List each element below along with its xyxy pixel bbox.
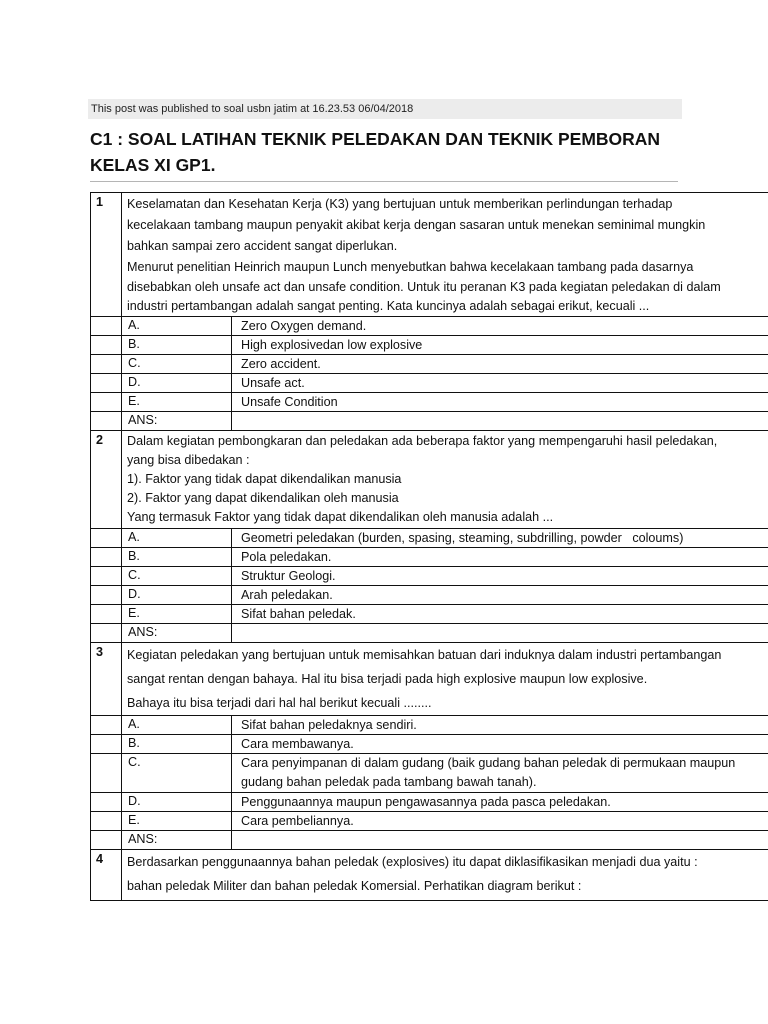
question-row xyxy=(91,193,768,317)
option-row xyxy=(91,793,768,812)
question-text xyxy=(122,431,768,529)
question-number: 2 xyxy=(91,431,122,529)
question-line: bahkan sampai zero accident sangat diperlukan. xyxy=(127,239,398,253)
question-line: Yang termasuk Faktor yang tidak dapat dikendalikan oleh manusia adalah ... xyxy=(127,510,554,524)
option-text: Pola peledakan. xyxy=(232,548,768,567)
option-label: E. xyxy=(122,812,232,831)
option-label: C. xyxy=(122,567,232,586)
question-table xyxy=(90,192,768,901)
option-label: E. xyxy=(122,393,232,412)
question-line: Menurut penelitian Heinrich maupun Lunch menyebutkan bahwa kecelakaan tambang pada dasarnya xyxy=(127,260,694,274)
question-line: disebabkan oleh unsafe act dan unsafe condition. Untuk itu peranan K3 pada kegiatan peledakan di dalam xyxy=(127,280,721,294)
option-row xyxy=(91,529,768,548)
title-divider xyxy=(90,181,678,182)
option-text: Struktur Geologi. xyxy=(232,567,768,586)
option-row xyxy=(91,716,768,735)
option-text: Unsafe Condition xyxy=(232,393,768,412)
question-line: kecelakaan tambang maupun penyakit akibat kerja dengan sasaran untuk menekan seminimal mungkin xyxy=(127,218,706,232)
answer-row xyxy=(91,831,768,850)
option-row xyxy=(91,735,768,754)
option-text: Cara pembeliannya. xyxy=(232,812,768,831)
answer-field xyxy=(232,624,768,643)
option-label: D. xyxy=(122,793,232,812)
option-row xyxy=(91,754,768,793)
question-line: Berdasarkan penggunaannya bahan peledak (explosives) itu dapat diklasifikasikan menjadi dua yaitu : xyxy=(127,855,698,869)
title-line-1: C1 : SOAL LATIHAN TEKNIK PELEDAKAN DAN TEKNIK PEMBORAN xyxy=(90,129,661,149)
question-row xyxy=(91,431,768,529)
question-line: yang bisa dibedakan : xyxy=(127,453,250,467)
option-label: A. xyxy=(122,716,232,735)
option-row xyxy=(91,586,768,605)
option-label: C. xyxy=(122,355,232,374)
title-line-2: KELAS XI GP1. xyxy=(90,155,216,175)
post-info-text: This post was published to soal usbn jatim at 16.23.53 06/04/2018 xyxy=(91,103,414,115)
answer-label: ANS: xyxy=(122,412,232,431)
question-line: Kegiatan peledakan yang bertujuan untuk memisahkan batuan dari induknya dalam industri pertambangan xyxy=(127,648,722,662)
option-row xyxy=(91,374,768,393)
answer-label: ANS: xyxy=(122,831,232,850)
option-text: Geometri peledakan (burden, spasing, steaming, subdrilling, powder coloums) xyxy=(232,529,768,548)
option-text-line: Cara penyimpanan di dalam gudang (baik gudang bahan peledak di permukaan maupun xyxy=(241,756,736,770)
question-line: sangat rentan dengan bahaya. Hal itu bisa terjadi pada high explosive maupun low explosive. xyxy=(127,672,648,686)
option-label: B. xyxy=(122,548,232,567)
option-row xyxy=(91,548,768,567)
option-label: D. xyxy=(122,586,232,605)
question-row xyxy=(91,643,768,716)
answer-row xyxy=(91,624,768,643)
option-label: A. xyxy=(122,317,232,336)
question-line: 1). Faktor yang tidak dapat dikendalikan manusia xyxy=(127,472,402,486)
post-info-bar xyxy=(88,99,682,119)
option-text: Cara membawanya. xyxy=(232,735,768,754)
question-line: bahan peledak Militer dan bahan peledak Komersial. Perhatikan diagram berikut : xyxy=(127,879,582,893)
option-row xyxy=(91,812,768,831)
question-row xyxy=(91,850,768,901)
question-text xyxy=(122,193,768,317)
option-text: Sifat bahan peledaknya sendiri. xyxy=(232,716,768,735)
option-row xyxy=(91,355,768,374)
answer-field xyxy=(232,831,768,850)
question-text xyxy=(122,643,768,716)
option-row xyxy=(91,605,768,624)
option-label: E. xyxy=(122,605,232,624)
question-number: 3 xyxy=(91,643,122,716)
option-row xyxy=(91,567,768,586)
option-text: Arah peledakan. xyxy=(232,586,768,605)
option-text: Zero accident. xyxy=(232,355,768,374)
question-text xyxy=(122,850,768,901)
option-label: B. xyxy=(122,336,232,355)
option-label: A. xyxy=(122,529,232,548)
option-text: Sifat bahan peledak. xyxy=(232,605,768,624)
option-text: Zero Oxygen demand. xyxy=(232,317,768,336)
answer-row xyxy=(91,412,768,431)
question-line: 2). Faktor yang dapat dikendalikan oleh manusia xyxy=(127,491,399,505)
option-row xyxy=(91,336,768,355)
option-text xyxy=(232,754,768,793)
question-line: Dalam kegiatan pembongkaran dan peledakan ada beberapa faktor yang mempengaruhi hasil peledakan, xyxy=(127,434,718,448)
option-label: C. xyxy=(122,754,232,793)
page-title xyxy=(90,126,690,178)
option-row xyxy=(91,317,768,336)
answer-field xyxy=(232,412,768,431)
option-text: High explosivedan low explosive xyxy=(232,336,768,355)
question-line: Keselamatan dan Kesehatan Kerja (K3) yang bertujuan untuk memberikan perlindungan terhadap xyxy=(127,197,673,211)
option-text-line: gudang bahan peledak pada tambang bawah tanah). xyxy=(241,775,537,789)
answer-label: ANS: xyxy=(122,624,232,643)
option-text: Unsafe act. xyxy=(232,374,768,393)
question-line: industri pertambangan adalah sangat penting. Kata kuncinya adalah sebagai erikut, kecuali ... xyxy=(127,299,650,313)
question-number: 4 xyxy=(91,850,122,901)
question-number: 1 xyxy=(91,193,122,317)
option-row xyxy=(91,393,768,412)
option-label: D. xyxy=(122,374,232,393)
option-text: Penggunaannya maupun pengawasannya pada pasca peledakan. xyxy=(232,793,768,812)
question-line: Bahaya itu bisa terjadi dari hal hal berikut kecuali ........ xyxy=(127,696,432,710)
option-label: B. xyxy=(122,735,232,754)
